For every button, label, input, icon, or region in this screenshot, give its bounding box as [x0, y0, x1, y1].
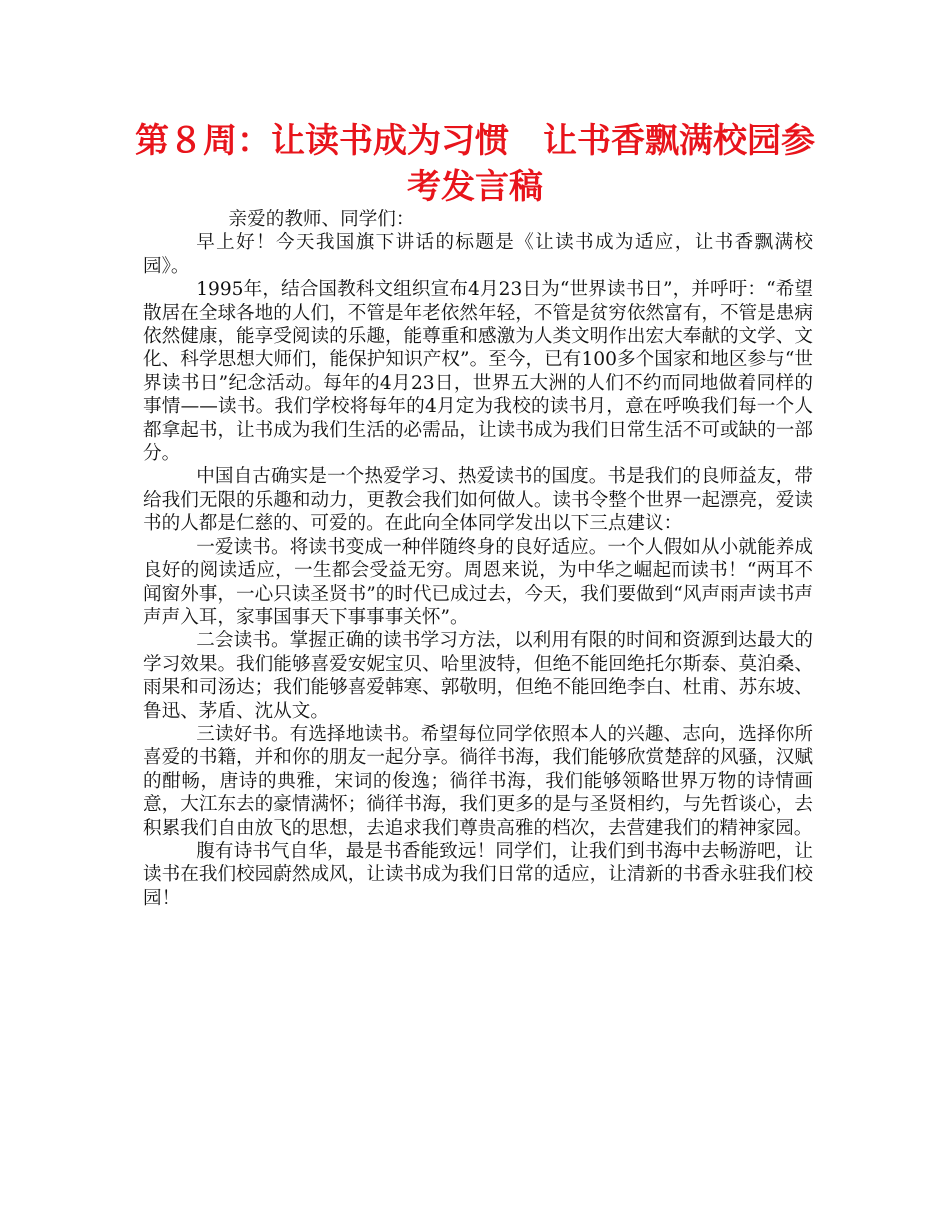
paragraph-love-reading: 一爱读书。将读书变成一种伴随终身的良好适应。一个人假如从小就能养成良好的阅读适应，一生都会受益无穷。周恩来说，为中华之崛起而读书！“两耳不闻窗外事，一心只读圣贤书”的时代已成过去，今天，我们要做到“风声雨声读书声声声入耳，家事国事天下事事事关怀”。	[143, 536, 813, 628]
paragraph-china-reading: 中国自古确实是一个热爱学习、热爱读书的国度。书是我们的良师益友，带给我们无限的乐趣和动力，更教会我们如何做人。读书令整个世界一起漂亮，爱读书的人都是仁慈的、可爱的。在此向全体同学发出以下三点建议：	[143, 466, 813, 535]
paragraph-greeting: 早上好！今天我国旗下讲话的标题是《让读书成为适应，让书香飘满校园》。	[143, 232, 813, 277]
document-body	[143, 208, 813, 910]
salutation: 亲爱的教师、同学们：	[228, 209, 415, 230]
paragraph-closing: 腹有诗书气自华，最是书香能致远！同学们，让我们到书海中去畅游吧，让读书在我们校园蔚然成风，让读书成为我们日常的适应，让清新的书香永驻我们校园！	[143, 840, 813, 909]
document-title: 第８周：让读书成为习惯 让书香飘满校园参考发言稿	[135, 121, 815, 207]
paragraph-world-book-day: 1995年，结合国教科文组织宣布4月23日为“世界读书日”，并呼吁：“希望散居在全球各地的人们，不管是年老依然年轻，不管是贫穷依然富有，不管是患病依然健康，能享受阅读的乐趣，能尊重和感激为人类文明作出宏大奉献的文学、文化、科学思想大师们，能保护知识产权”。至今，已有100多个国家和地区参与“世界读书日”纪念活动。每年的4月23日，世界五大洲的人们不约而同地做着同样的事情——读书。我们学校将每年的4月定为我校的读书月，意在呼唤我们每一个人都拿起书，让书成为我们生活的必需品，让读书成为我们日常生活不可或缺的一部分。	[143, 279, 813, 465]
paragraph-read-well: 二会读书。掌握正确的读书学习方法，以利用有限的时间和资源到达最大的学习效果。我们能够喜爱安妮宝贝、哈里波特，但绝不能回绝托尔斯泰、莫泊桑、雨果和司汤达；我们能够喜爱韩寒、郭敬明，但绝不能回绝李白、杜甫、苏东坡、鲁迅、茅盾、沈从文。	[143, 630, 813, 722]
paragraph-read-good-books: 三读好书。有选择地读书。希望每位同学依照本人的兴趣、志向，选择你所喜爱的书籍，并和你的朋友一起分享。徜徉书海，我们能够欣赏楚辞的风骚，汉赋的酣畅，唐诗的典雅，宋词的俊逸；徜徉书海，我们能够领略世界万物的诗情画意，大江东去的豪情满怀；徜徉书海，我们更多的是与圣贤相约，与先哲谈心，去积累我们自由放飞的思想，去追求我们尊贵高雅的档次，去营建我们的精神家园。	[143, 723, 813, 839]
